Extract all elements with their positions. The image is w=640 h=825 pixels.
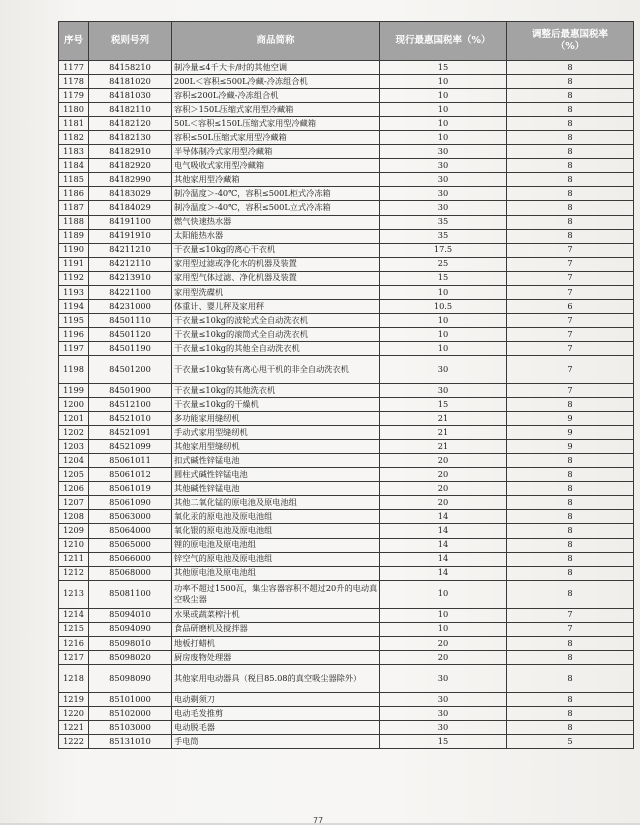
cell-tariff-code: 84501190	[89, 341, 172, 355]
cell-tariff-code: 85061012	[89, 468, 172, 482]
cell-adjusted-rate: 8	[507, 650, 634, 664]
table-row	[59, 187, 634, 201]
table-row	[59, 201, 634, 215]
table-row	[59, 285, 634, 299]
cell-tariff-code: 84211210	[89, 243, 172, 257]
cell-seq: 1211	[59, 552, 89, 566]
table-row	[59, 271, 634, 285]
header-adjusted-rate-line2: （%）	[555, 41, 585, 52]
cell-seq: 1210	[59, 538, 89, 552]
cell-tariff-code: 85061090	[89, 496, 172, 510]
cell-current-rate: 14	[380, 524, 507, 538]
cell-current-rate: 15	[380, 734, 507, 748]
cell-current-rate: 30	[380, 692, 507, 706]
cell-current-rate: 35	[380, 229, 507, 243]
page-number: 77	[313, 816, 324, 825]
cell-tariff-code: 84181020	[89, 75, 172, 89]
cell-product-name: 其他家用型冷藏箱	[172, 173, 380, 187]
cell-product-name: 制冷量≤4千大卡/时的其他空调	[172, 61, 380, 75]
cell-product-name: 电动脱毛器	[172, 720, 380, 734]
table-body	[59, 61, 634, 749]
cell-product-name: 锂的原电池及原电池组	[172, 538, 380, 552]
cell-adjusted-rate: 8	[507, 552, 634, 566]
cell-product-name: 手电筒	[172, 734, 380, 748]
cell-seq: 1219	[59, 692, 89, 706]
header-adjusted-rate-line1: 调整后最惠国税率	[531, 29, 608, 40]
cell-adjusted-rate: 8	[507, 89, 634, 103]
cell-tariff-code: 85094090	[89, 622, 172, 636]
table-row	[59, 622, 634, 636]
cell-product-name: 电动毛发推剪	[172, 706, 380, 720]
cell-current-rate: 14	[380, 510, 507, 524]
cell-seq: 1188	[59, 215, 89, 229]
cell-seq: 1205	[59, 468, 89, 482]
cell-seq: 1183	[59, 145, 89, 159]
cell-product-name: 干衣量≤10kg的其他全自动洗衣机	[172, 341, 380, 355]
cell-adjusted-rate: 8	[507, 524, 634, 538]
cell-current-rate: 20	[380, 650, 507, 664]
cell-seq: 1204	[59, 454, 89, 468]
cell-seq: 1202	[59, 426, 89, 440]
cell-current-rate: 25	[380, 257, 507, 271]
cell-product-name: 干衣量≤10kg的滚筒式全自动洗衣机	[172, 327, 380, 341]
table-row	[59, 215, 634, 229]
tariff-table	[58, 21, 634, 749]
cell-seq: 1185	[59, 173, 89, 187]
cell-seq: 1218	[59, 664, 89, 692]
table-row	[59, 664, 634, 692]
cell-product-name: 容积＞150L压缩式家用型冷藏箱	[172, 103, 380, 117]
cell-seq: 1222	[59, 734, 89, 748]
cell-tariff-code: 85061011	[89, 454, 172, 468]
cell-current-rate: 14	[380, 566, 507, 580]
cell-product-name: 食品研磨机及搅拌器	[172, 622, 380, 636]
cell-tariff-code: 85098020	[89, 650, 172, 664]
cell-current-rate: 14	[380, 552, 507, 566]
cell-current-rate: 10	[380, 285, 507, 299]
table-row	[59, 75, 634, 89]
cell-current-rate: 30	[380, 159, 507, 173]
table-header-row	[59, 22, 634, 61]
cell-seq: 1208	[59, 510, 89, 524]
header-adjusted-rate	[507, 22, 634, 61]
cell-tariff-code: 84501120	[89, 327, 172, 341]
cell-adjusted-rate: 8	[507, 510, 634, 524]
cell-tariff-code: 84182990	[89, 173, 172, 187]
cell-adjusted-rate: 7	[507, 285, 634, 299]
cell-current-rate: 30	[380, 187, 507, 201]
cell-product-name: 干衣量≤10kg的离心干衣机	[172, 243, 380, 257]
cell-adjusted-rate: 7	[507, 271, 634, 285]
table-row	[59, 552, 634, 566]
cell-tariff-code: 84181030	[89, 89, 172, 103]
table-row	[59, 608, 634, 622]
table-row	[59, 734, 634, 748]
cell-adjusted-rate: 8	[507, 454, 634, 468]
cell-tariff-code: 84183029	[89, 187, 172, 201]
cell-current-rate: 10	[380, 327, 507, 341]
cell-seq: 1221	[59, 720, 89, 734]
cell-seq: 1209	[59, 524, 89, 538]
cell-tariff-code: 85063000	[89, 510, 172, 524]
cell-seq: 1181	[59, 117, 89, 131]
table-row	[59, 299, 634, 313]
cell-current-rate: 10	[380, 313, 507, 327]
cell-adjusted-rate: 7	[507, 608, 634, 622]
cell-tariff-code: 84182910	[89, 145, 172, 159]
cell-seq: 1196	[59, 327, 89, 341]
cell-current-rate: 15	[380, 398, 507, 412]
cell-tariff-code: 84512100	[89, 398, 172, 412]
cell-product-name: 太阳能热水器	[172, 229, 380, 243]
cell-current-rate: 14	[380, 538, 507, 552]
cell-tariff-code: 84221100	[89, 285, 172, 299]
cell-adjusted-rate: 8	[507, 496, 634, 510]
cell-current-rate: 35	[380, 215, 507, 229]
cell-tariff-code: 85103000	[89, 720, 172, 734]
cell-seq: 1220	[59, 706, 89, 720]
cell-adjusted-rate: 8	[507, 706, 634, 720]
cell-seq: 1206	[59, 482, 89, 496]
table-row	[59, 159, 634, 173]
cell-adjusted-rate: 8	[507, 720, 634, 734]
cell-seq: 1189	[59, 229, 89, 243]
cell-current-rate: 10	[380, 89, 507, 103]
cell-tariff-code: 84184029	[89, 201, 172, 215]
cell-seq: 1195	[59, 313, 89, 327]
cell-seq: 1190	[59, 243, 89, 257]
cell-tariff-code: 84501200	[89, 355, 172, 383]
table-row	[59, 468, 634, 482]
cell-product-name: 200L＜容积≤500L冷藏-冷冻组合机	[172, 75, 380, 89]
cell-current-rate: 30	[380, 355, 507, 383]
cell-product-name: 其他家用型缝纫机	[172, 440, 380, 454]
cell-tariff-code: 84191100	[89, 215, 172, 229]
cell-product-name: 半导体制冷式家用型冷藏箱	[172, 145, 380, 159]
cell-seq: 1192	[59, 271, 89, 285]
cell-product-name: 其他原电池及原电池组	[172, 566, 380, 580]
cell-seq: 1199	[59, 383, 89, 397]
cell-tariff-code: 85101000	[89, 692, 172, 706]
table-row	[59, 580, 634, 608]
cell-tariff-code: 84191910	[89, 229, 172, 243]
table-row	[59, 426, 634, 440]
cell-adjusted-rate: 9	[507, 412, 634, 426]
cell-product-name: 氧化汞的原电池及原电池组	[172, 510, 380, 524]
cell-adjusted-rate: 6	[507, 299, 634, 313]
cell-product-name: 干衣量≤10kg的波轮式全自动洗衣机	[172, 313, 380, 327]
cell-adjusted-rate: 8	[507, 580, 634, 608]
cell-adjusted-rate: 8	[507, 229, 634, 243]
table-row	[59, 538, 634, 552]
cell-adjusted-rate: 7	[507, 355, 634, 383]
cell-current-rate: 20	[380, 636, 507, 650]
table-row	[59, 440, 634, 454]
header-product-name: 商品简称	[172, 22, 380, 61]
cell-product-name: 电动剃须刀	[172, 692, 380, 706]
table-row	[59, 89, 634, 103]
cell-product-name: 地板打蜡机	[172, 636, 380, 650]
cell-product-name: 燃气快速热水器	[172, 215, 380, 229]
cell-product-name: 体重计、婴儿秤及家用秤	[172, 299, 380, 313]
cell-seq: 1197	[59, 341, 89, 355]
cell-adjusted-rate: 7	[507, 243, 634, 257]
cell-current-rate: 21	[380, 426, 507, 440]
cell-tariff-code: 85065000	[89, 538, 172, 552]
cell-current-rate: 10	[380, 117, 507, 131]
cell-product-name: 手动式家用型缝纫机	[172, 426, 380, 440]
cell-adjusted-rate: 9	[507, 426, 634, 440]
cell-product-name: 其他二氧化锰的原电池及原电池组	[172, 496, 380, 510]
cell-adjusted-rate: 8	[507, 61, 634, 75]
cell-adjusted-rate: 8	[507, 103, 634, 117]
table-row	[59, 412, 634, 426]
cell-adjusted-rate: 8	[507, 187, 634, 201]
cell-product-name: 多功能家用缝纫机	[172, 412, 380, 426]
cell-adjusted-rate: 8	[507, 131, 634, 145]
table-row	[59, 173, 634, 187]
cell-current-rate: 30	[380, 720, 507, 734]
cell-seq: 1177	[59, 61, 89, 75]
cell-current-rate: 10	[380, 75, 507, 89]
cell-product-name: 50L＜容积≤150L压缩式家用型冷藏箱	[172, 117, 380, 131]
cell-tariff-code: 84158210	[89, 61, 172, 75]
cell-product-name: 水果或蔬菜榨汁机	[172, 608, 380, 622]
cell-adjusted-rate: 8	[507, 538, 634, 552]
table-row	[59, 103, 634, 117]
cell-seq: 1184	[59, 159, 89, 173]
header-current-rate: 现行最惠国税率（%）	[380, 22, 507, 61]
cell-adjusted-rate: 8	[507, 215, 634, 229]
cell-seq: 1217	[59, 650, 89, 664]
table-row	[59, 61, 634, 75]
table-row	[59, 524, 634, 538]
cell-current-rate: 20	[380, 496, 507, 510]
cell-seq: 1180	[59, 103, 89, 117]
cell-current-rate: 30	[380, 664, 507, 692]
cell-seq: 1216	[59, 636, 89, 650]
cell-tariff-code: 84501110	[89, 313, 172, 327]
cell-current-rate: 21	[380, 440, 507, 454]
cell-adjusted-rate: 7	[507, 327, 634, 341]
cell-adjusted-rate: 7	[507, 383, 634, 397]
table-row	[59, 398, 634, 412]
cell-seq: 1179	[59, 89, 89, 103]
cell-tariff-code: 84182110	[89, 103, 172, 117]
cell-current-rate: 30	[380, 145, 507, 159]
cell-adjusted-rate: 8	[507, 468, 634, 482]
cell-tariff-code: 84521010	[89, 412, 172, 426]
cell-current-rate: 10.5	[380, 299, 507, 313]
cell-tariff-code: 84231000	[89, 299, 172, 313]
cell-adjusted-rate: 8	[507, 145, 634, 159]
cell-adjusted-rate: 8	[507, 75, 634, 89]
cell-seq: 1203	[59, 440, 89, 454]
cell-current-rate: 30	[380, 383, 507, 397]
cell-current-rate: 30	[380, 201, 507, 215]
cell-current-rate: 10	[380, 580, 507, 608]
table-row	[59, 636, 634, 650]
cell-tariff-code: 85094010	[89, 608, 172, 622]
cell-seq: 1215	[59, 622, 89, 636]
cell-seq: 1178	[59, 75, 89, 89]
cell-product-name: 功率不超过1500瓦，集尘容器容积不超过20升的电动真空吸尘器	[172, 580, 380, 608]
table-row	[59, 117, 634, 131]
cell-product-name: 锌空气的原电池及原电池组	[172, 552, 380, 566]
table-row	[59, 243, 634, 257]
cell-adjusted-rate: 8	[507, 566, 634, 580]
cell-seq: 1187	[59, 201, 89, 215]
table-row	[59, 327, 634, 341]
cell-product-name: 家用型洗碟机	[172, 285, 380, 299]
cell-product-name: 其他家用电动器具（税目85.08的真空吸尘器除外）	[172, 664, 380, 692]
cell-current-rate: 20	[380, 468, 507, 482]
cell-adjusted-rate: 5	[507, 734, 634, 748]
cell-current-rate: 17.5	[380, 243, 507, 257]
cell-seq: 1200	[59, 398, 89, 412]
cell-seq: 1213	[59, 580, 89, 608]
cell-current-rate: 10	[380, 608, 507, 622]
cell-product-name: 扣式碱性锌锰电池	[172, 454, 380, 468]
table-row	[59, 229, 634, 243]
table-row	[59, 510, 634, 524]
cell-adjusted-rate: 8	[507, 117, 634, 131]
cell-current-rate: 20	[380, 482, 507, 496]
table-row	[59, 257, 634, 271]
cell-adjusted-rate: 7	[507, 341, 634, 355]
cell-seq: 1182	[59, 131, 89, 145]
cell-current-rate: 30	[380, 173, 507, 187]
cell-current-rate: 10	[380, 131, 507, 145]
cell-product-name: 氧化银的原电池及原电池组	[172, 524, 380, 538]
cell-current-rate: 20	[380, 454, 507, 468]
cell-adjusted-rate: 8	[507, 159, 634, 173]
cell-tariff-code: 84182120	[89, 117, 172, 131]
cell-seq: 1186	[59, 187, 89, 201]
cell-adjusted-rate: 8	[507, 482, 634, 496]
cell-tariff-code: 85064000	[89, 524, 172, 538]
cell-seq: 1214	[59, 608, 89, 622]
table-row	[59, 496, 634, 510]
cell-product-name: 其他碱性锌锰电池	[172, 482, 380, 496]
cell-adjusted-rate: 8	[507, 201, 634, 215]
cell-seq: 1207	[59, 496, 89, 510]
cell-product-name: 容积≤200L冷藏-冷冻组合机	[172, 89, 380, 103]
cell-current-rate: 10	[380, 103, 507, 117]
cell-product-name: 家用型过滤或净化水的机器及装置	[172, 257, 380, 271]
cell-tariff-code: 84521099	[89, 440, 172, 454]
table-row	[59, 383, 634, 397]
cell-seq: 1201	[59, 412, 89, 426]
table-row	[59, 145, 634, 159]
cell-seq: 1191	[59, 257, 89, 271]
cell-current-rate: 15	[380, 61, 507, 75]
cell-product-name: 干衣量≤10kg的其他洗衣机	[172, 383, 380, 397]
cell-adjusted-rate: 7	[507, 313, 634, 327]
cell-tariff-code: 85068000	[89, 566, 172, 580]
cell-tariff-code: 85061019	[89, 482, 172, 496]
cell-seq: 1193	[59, 285, 89, 299]
table-row	[59, 566, 634, 580]
cell-product-name: 制冷温度＞-40℃，容积≤500L柜式冷冻箱	[172, 187, 380, 201]
cell-product-name: 制冷温度＞-40℃，容积≤500L立式冷冻箱	[172, 201, 380, 215]
cell-product-name: 容积≤50L压缩式家用型冷藏箱	[172, 131, 380, 145]
cell-tariff-code: 84501900	[89, 383, 172, 397]
table-row	[59, 706, 634, 720]
table-row	[59, 454, 634, 468]
cell-adjusted-rate: 8	[507, 636, 634, 650]
table-row	[59, 720, 634, 734]
cell-current-rate: 10	[380, 622, 507, 636]
cell-tariff-code: 84521091	[89, 426, 172, 440]
cell-tariff-code: 85102000	[89, 706, 172, 720]
cell-product-name: 干衣量≤10kg装有离心甩干机的非全自动洗衣机	[172, 355, 380, 383]
header-tariff-code: 税则号列	[89, 22, 172, 61]
cell-seq: 1194	[59, 299, 89, 313]
cell-current-rate: 10	[380, 341, 507, 355]
cell-product-name: 家用型气体过滤、净化机器及装置	[172, 271, 380, 285]
cell-adjusted-rate: 7	[507, 622, 634, 636]
table-row	[59, 692, 634, 706]
cell-adjusted-rate: 7	[507, 257, 634, 271]
cell-current-rate: 21	[380, 412, 507, 426]
cell-current-rate: 15	[380, 271, 507, 285]
cell-adjusted-rate: 8	[507, 173, 634, 187]
cell-tariff-code: 85098090	[89, 664, 172, 692]
cell-adjusted-rate: 8	[507, 398, 634, 412]
cell-product-name: 干衣量≤10kg的干燥机	[172, 398, 380, 412]
table-row	[59, 355, 634, 383]
cell-tariff-code: 85131010	[89, 734, 172, 748]
cell-current-rate: 30	[380, 706, 507, 720]
cell-product-name: 厨房废物处理器	[172, 650, 380, 664]
cell-tariff-code: 84213910	[89, 271, 172, 285]
table-row	[59, 313, 634, 327]
table-row	[59, 131, 634, 145]
cell-product-name: 电气吸收式家用型冷藏箱	[172, 159, 380, 173]
header-seq: 序号	[59, 22, 89, 61]
cell-adjusted-rate: 8	[507, 664, 634, 692]
cell-seq: 1198	[59, 355, 89, 383]
cell-tariff-code: 84182130	[89, 131, 172, 145]
cell-tariff-code: 85066000	[89, 552, 172, 566]
cell-tariff-code: 85081100	[89, 580, 172, 608]
table-row	[59, 482, 634, 496]
cell-product-name: 圆柱式碱性锌锰电池	[172, 468, 380, 482]
cell-tariff-code: 84212110	[89, 257, 172, 271]
table-row	[59, 650, 634, 664]
cell-seq: 1212	[59, 566, 89, 580]
cell-adjusted-rate: 9	[507, 440, 634, 454]
table-row	[59, 341, 634, 355]
cell-tariff-code: 84182920	[89, 159, 172, 173]
cell-tariff-code: 85098010	[89, 636, 172, 650]
cell-adjusted-rate: 8	[507, 692, 634, 706]
